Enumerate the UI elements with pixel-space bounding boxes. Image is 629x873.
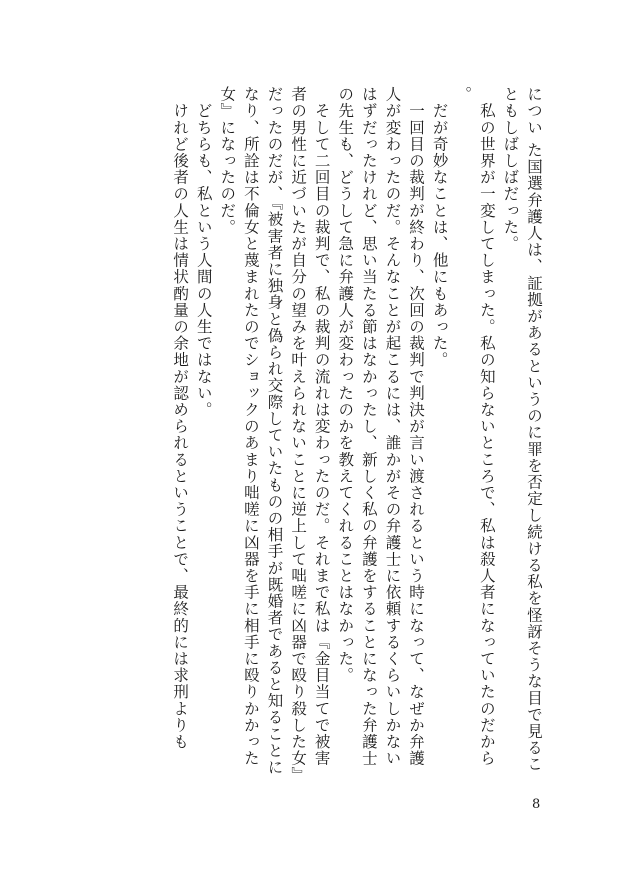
paragraph: につい た国選弁護人は、証拠があるというのに罪を否定し続ける私を怪訝そうな目で見ることもしばしばだった。 [501, 86, 543, 773]
paragraph: けれど後者の人生は情状酌量の余地が認められるということで、最終的には求刑よりも [171, 86, 190, 750]
paragraph: そして二回目の裁判で、私の裁判の流れは変わったのだ。それまで私は『金目当てで被害者の男性に近づいたが自分の望みを叶えられないことに逆上して咄嗟に凶器で殴り殺した女』だったのだが、『被害者に独身と偽られ交際していたものの相手が既婚者であると知ることになり、所詮は不倫女と蔑まれたのでショックのあまり咄嗟に凶器を手に相手に殴りかかった女』になったのだ。 [218, 86, 331, 776]
paragraph: だが奇妙なことは、他にもあった。 [430, 86, 449, 369]
page-number: 8 [532, 797, 541, 812]
vertical-text-body [168, 86, 546, 776]
paragraph: 一回目の裁判が終わり、次回の裁判で判決が言い渡されるという時になって、なぜか弁護人が変わったのだ。そんなことが起こるには、誰かがその弁護士に依頼するくらいしかないはずだったけれど、思い当たる節はなかったし、新しく私の弁護をすることになった弁護士の先生も、どうして急に弁護人が変わったのかを教えてくれることはなかった。 [336, 86, 426, 767]
paragraph: 私の世界が一変してしまった。私の知らないところで、私は殺人者になっていたのだから。 [454, 86, 496, 767]
paragraph: どちらも、私という人間の人生ではない。 [194, 86, 213, 418]
